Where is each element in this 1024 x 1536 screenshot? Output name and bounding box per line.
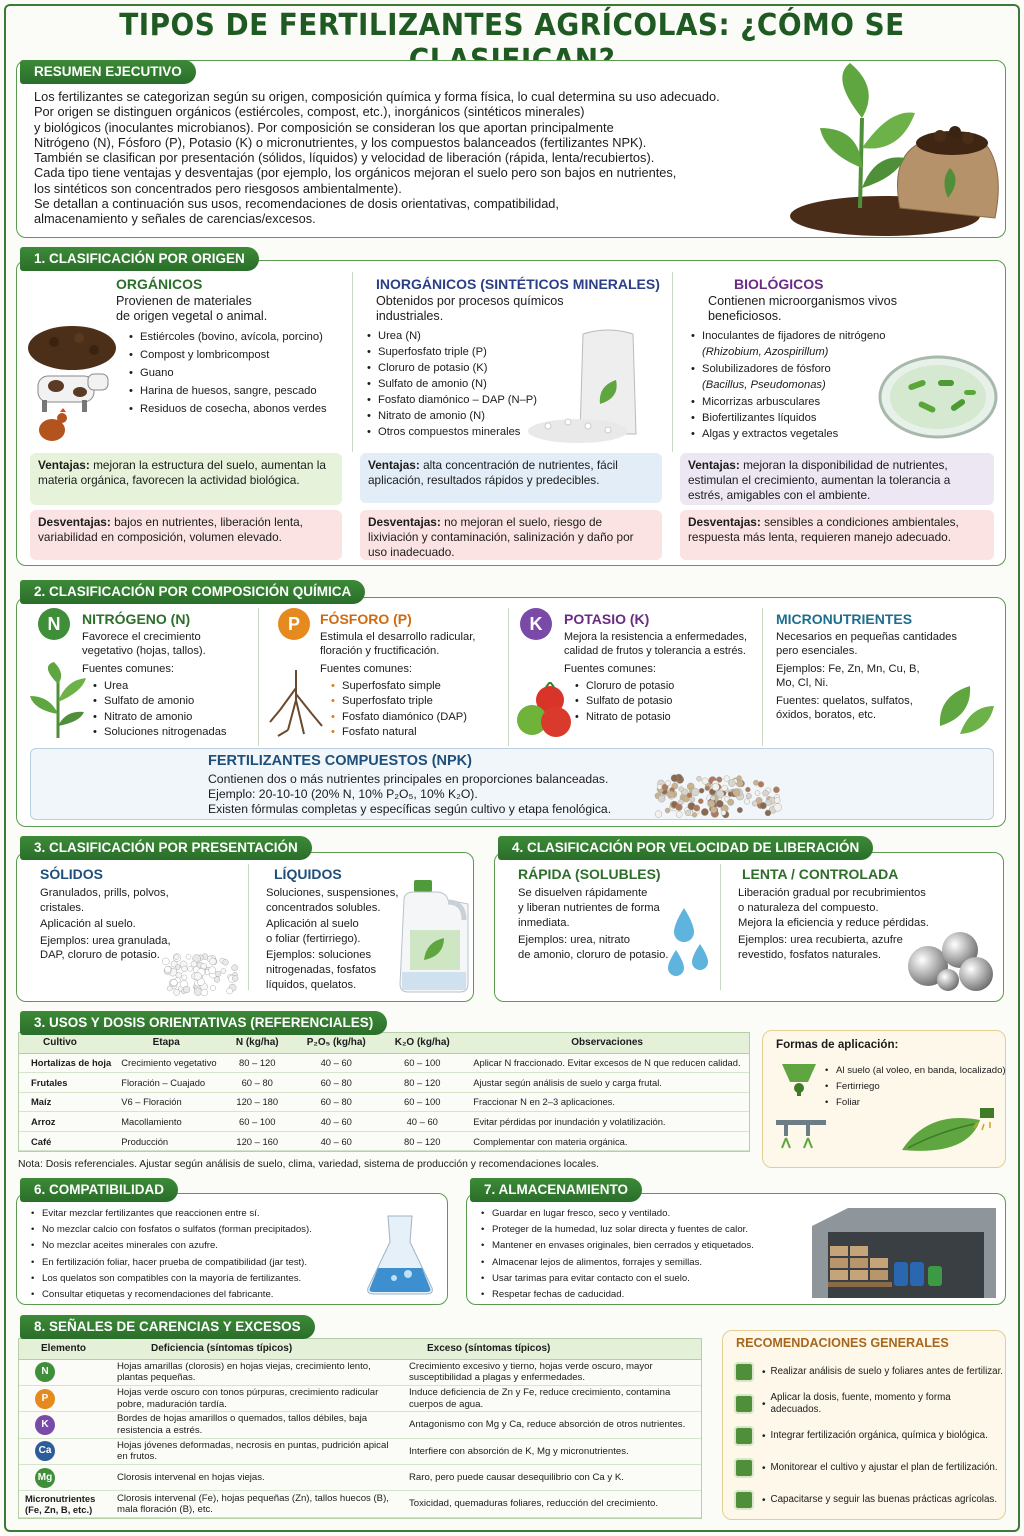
inorganic-title: INORGÁNICOS (SINTÉTICOS MINERALES) <box>376 276 660 292</box>
granule <box>227 988 233 994</box>
recommendation-item <box>734 1484 1004 1516</box>
bullet: • <box>762 1430 766 1442</box>
excess-cell: Crecimiento excesivo y tierno, hojas verde oscuro, mayor susceptibilidad a plagas y enfermedades. <box>403 1359 701 1385</box>
recommendation-item <box>734 1452 1004 1484</box>
bullet: • <box>762 1398 766 1410</box>
micronutrients-text: Necesarios en pequeñas cantidades pero esenciales. Ejemplos: Fe, Zn, Mn, Cu, B, Mo, Cl, Ni. Fuentes: quelatos, sulfatos, óxidos, boratos, etc. <box>776 631 957 721</box>
granule <box>182 966 188 972</box>
nitrogen-desc: Favorece el crecimiento vegetativo (hojas, tallos). Fuentes comunes: <box>82 631 206 675</box>
organic-item: • Harina de huesos, sangre, pescado <box>128 382 327 400</box>
excess-cell: Interfiere con absorción de K, Mg y micronutrientes. <box>403 1438 701 1464</box>
fertilizer-bag-illustration <box>528 326 668 446</box>
element-cell <box>19 1412 111 1438</box>
dose-cell: 40 – 60 <box>379 1112 465 1132</box>
granule <box>737 776 742 781</box>
granule <box>665 780 670 785</box>
granule <box>711 807 717 813</box>
signs-row <box>19 1359 701 1385</box>
granule <box>746 793 752 799</box>
doses-table <box>18 1032 750 1152</box>
granule <box>702 778 708 784</box>
storage-list <box>480 1206 754 1303</box>
nitrogen-badge: N <box>38 608 70 640</box>
col-observaciones: Observaciones <box>465 1033 749 1053</box>
inorganic-list <box>366 328 537 440</box>
inorganic-item: • Fosfato diamónico – DAP (N–P) <box>366 392 537 408</box>
phosphorus-title: FÓSFORO (P) <box>320 611 412 627</box>
plant-icon <box>26 662 90 740</box>
micronutrients-title: MICRONUTRIENTES <box>776 611 913 627</box>
phosphorus-source: • Fosfato natural <box>330 725 467 740</box>
granule <box>733 789 740 796</box>
solid-granules-illustration <box>158 934 244 996</box>
dose-cell: Frutales <box>19 1073 111 1093</box>
organic-cons: Desventajas: bajos en nutrientes, liberación lenta, variabilidad en composición, volumen elevado. <box>30 510 342 560</box>
dose-cell: 40 – 60 <box>293 1053 379 1073</box>
bullet: • <box>762 1462 766 1474</box>
dose-row <box>19 1131 749 1151</box>
recommendation-item <box>734 1356 1004 1388</box>
leaves-icon <box>930 676 996 736</box>
deficiency-cell: Hojas verde oscuro con tonos púrpuras, crecimiento radicular pobre, maduración tardía. <box>111 1385 403 1411</box>
inorganic-pros: Ventajas: alta concentración de nutrientes, fácil aplicación, resultados rápidos y predecibles. <box>360 453 662 503</box>
biological-title: BIOLÓGICOS <box>734 276 824 292</box>
col-etapa: Etapa <box>111 1033 221 1053</box>
presentation-heading: 3. CLASIFICACIÓN POR PRESENTACIÓN <box>20 836 312 860</box>
granule <box>676 811 682 817</box>
element-cell <box>19 1465 111 1491</box>
organic-item: • Compost y lombricompost <box>128 346 327 364</box>
dose-cell: Aplicar N fraccionado. Evitar excesos de N que reducen calidad. <box>465 1053 749 1073</box>
npk-text: Contienen dos o más nutrientes principales en proporciones balanceadas. Ejemplo: 20-10-10 (20% N, 10% P₂O₅, 10% K₂O). Existen fórmulas completas y específicas según cultivo y etapa fenológica. <box>208 772 612 816</box>
dose-row <box>19 1112 749 1132</box>
tomato-fruits-icon <box>516 682 574 738</box>
granule <box>671 775 678 782</box>
storage-item: • Usar tarimas para evitar contacto con el suelo. <box>480 1271 754 1287</box>
signs-row <box>19 1438 701 1464</box>
nitrogen-title: NITRÓGENO (N) <box>82 611 191 627</box>
dose-cell: 40 – 60 <box>293 1112 379 1132</box>
dose-cell: Producción <box>111 1131 221 1151</box>
potassium-badge: K <box>520 608 552 640</box>
summary-text <box>34 89 794 227</box>
application-item: • Fertirriego <box>824 1079 1006 1095</box>
dose-cell: Complementar con materia orgánica. <box>465 1131 749 1151</box>
application-item: • Foliar <box>824 1095 1006 1111</box>
recommendations-title: RECOMENDACIONES GENERALES <box>736 1336 949 1350</box>
recommendation-text: Aplicar la dosis, fuente, momento y forma adecuados. <box>770 1392 951 1415</box>
granule <box>186 954 191 959</box>
signs-table <box>18 1338 702 1519</box>
granule <box>728 780 735 787</box>
storage-item: • Respetar fechas de caducidad. <box>480 1287 754 1303</box>
potassium-desc: Mejora la resistencia a enfermedades, calidad de frutos y tolerancia a estrés. Fuentes comunes: <box>564 631 748 675</box>
granule <box>721 810 726 815</box>
compat-item: • Los quelatos son compatibles con la mayoría de fertilizantes. <box>30 1271 312 1287</box>
compat-item: • Evitar mezclar fertilizantes que reaccionen entre sí. <box>30 1206 312 1222</box>
bullet: • <box>762 1494 766 1506</box>
signs-row <box>19 1491 701 1517</box>
granule <box>665 808 670 813</box>
col-exceso: Exceso (síntomas típicos) <box>403 1339 701 1359</box>
liquid-title: LÍQUIDOS <box>274 866 342 882</box>
granule <box>194 972 202 980</box>
flask-icon <box>360 1212 440 1298</box>
granule <box>755 790 760 795</box>
granule <box>175 965 180 970</box>
granule <box>679 787 684 792</box>
dose-cell: V6 – Floración <box>111 1092 221 1112</box>
nitrogen-source: • Urea <box>92 679 227 694</box>
fast-text: Se disuelven rápidamente y liberan nutrientes de forma inmediata. Ejemplos: urea, nitrato de amonio, cloruro de potasio. <box>518 887 669 961</box>
potassium-title: POTASIO (K) <box>564 611 650 627</box>
granule <box>201 989 208 996</box>
origin-heading: 1. CLASIFICACIÓN POR ORIGEN <box>20 247 259 271</box>
potassium-sources <box>574 679 674 725</box>
col-k: K₂O (kg/ha) <box>379 1033 465 1053</box>
granule <box>215 971 221 977</box>
granule <box>701 808 708 815</box>
liquid-text: Soluciones, suspensiones, concentrados solubles. Aplicación al suelo o foliar (fertirriego). Ejemplos: soluciones nitrogenadas, fosfatos líquidos, quelatos. <box>266 887 399 991</box>
nitrogen-source: • Soluciones nitrogenadas <box>92 725 227 740</box>
npk-granules-illustration <box>652 756 788 818</box>
signs-row <box>19 1465 701 1491</box>
spreader-sprinkler-icon <box>776 1058 826 1158</box>
dose-cell: 80 – 120 <box>379 1073 465 1093</box>
foliar-spray-icon <box>898 1106 1002 1162</box>
storage-item: • Guardar en lugar fresco, seco y ventilado. <box>480 1206 754 1222</box>
plant-icon <box>734 1394 754 1414</box>
nitrogen-sources <box>92 679 227 741</box>
biological-list: • Inoculantes de fijadores de nitrógeno (Rhizobium, Azospirillum) • Solubilizadores de fósforo (Bacillus, Pseudomonas) • Micorrizas arbusculares • Biofertilizantes líquidos • Algas y extractos vegetales <box>690 328 890 443</box>
dose-cell: Macollamiento <box>111 1112 221 1132</box>
granule <box>696 776 701 781</box>
signs-row <box>19 1412 701 1438</box>
doses-note: Nota: Dosis referenciales. Ajustar según análisis de suelo, clima, variedad, sistema de producción y recomendaciones locales. <box>18 1159 600 1170</box>
liquid-jug-illustration <box>396 880 472 994</box>
col-n: N (kg/ha) <box>221 1033 293 1053</box>
petri-dish-illustration <box>878 352 998 442</box>
granule <box>209 958 216 965</box>
dose-cell: Hortalizas de hoja <box>19 1053 111 1073</box>
dose-cell: 80 – 120 <box>221 1053 293 1073</box>
granule <box>692 788 700 796</box>
organic-item: • Guano <box>128 364 327 382</box>
farmer-icon <box>734 1490 754 1510</box>
granule <box>171 979 178 986</box>
element-badge: Ca <box>35 1441 55 1461</box>
application-item: • Al suelo (al voleo, en banda, localizado) <box>824 1063 1006 1079</box>
element-cell <box>19 1491 111 1517</box>
inorganic-cons: Desventajas: no mejoran el suelo, riesgo de lixiviación y contaminación, salinización y daño por uso inadecuado. <box>360 510 662 560</box>
dose-row <box>19 1053 749 1073</box>
granule <box>773 787 779 793</box>
compat-heading: 6. COMPATIBILIDAD <box>20 1178 178 1202</box>
phosphorus-source: • Superfosfato triple <box>330 694 467 709</box>
compat-item: • Consultar etiquetas y recomendaciones del fabricante. <box>30 1287 312 1303</box>
checklist-icon <box>734 1458 754 1478</box>
dose-cell: 80 – 120 <box>379 1131 465 1151</box>
recommendation-item <box>734 1420 1004 1452</box>
granule <box>712 783 719 790</box>
compat-list <box>30 1206 312 1303</box>
organic-desc: Provienen de materiales de origen vegetal o animal. <box>116 294 268 324</box>
composition-heading: 2. CLASIFICACIÓN POR COMPOSICIÓN QUÍMICA <box>20 580 365 604</box>
phosphorus-source: • Superfosfato simple <box>330 679 467 694</box>
inorganic-desc: Obtenidos por procesos químicos industriales. <box>376 294 564 324</box>
granule <box>658 795 665 802</box>
granule <box>692 812 697 817</box>
phosphorus-source: • Fosfato diamónico (DAP) <box>330 710 467 725</box>
granule <box>722 785 728 791</box>
dose-cell: 120 – 160 <box>221 1131 293 1151</box>
element-cell <box>19 1385 111 1411</box>
granule <box>737 807 743 813</box>
water-drops-icon <box>664 906 714 986</box>
granule <box>162 958 169 965</box>
dose-cell: Fraccionar N en 2–3 aplicaciones. <box>465 1092 749 1112</box>
organic-item: • Residuos de cosecha, abonos verdes <box>128 400 327 418</box>
dose-cell: Crecimiento vegetativo <box>111 1053 221 1073</box>
phosphorus-desc: Estimula el desarrollo radicular, floración y fructificación. Fuentes comunes: <box>320 631 476 675</box>
dose-cell: Arroz <box>19 1112 111 1132</box>
granule <box>699 788 704 793</box>
dose-cell: Maíz <box>19 1092 111 1112</box>
granule <box>222 959 228 965</box>
deficiency-cell: Clorosis intervenal (Fe), hojas pequeñas (Zn), tallos huecos (B), mala floración (B), etc. <box>111 1491 403 1517</box>
col-cultivo: Cultivo <box>19 1033 111 1053</box>
dose-row <box>19 1092 749 1112</box>
warehouse-illustration <box>808 1206 1000 1300</box>
granule <box>655 811 662 818</box>
granule <box>210 985 216 991</box>
summary-line: Se detallan a continuación sus usos, recomendaciones de dosis orientativas, compatibilidad, <box>34 196 559 212</box>
npk-title: FERTILIZANTES COMPUESTOS (NPK) <box>208 753 472 769</box>
granule <box>667 791 674 798</box>
biological-cons: Desventajas: sensibles a condiciones ambientales, respuesta más lenta, requieren manejo adecuado. <box>680 510 994 560</box>
deficiency-cell: Bordes de hojas amarillos o quemados, tallos débiles, baja resistencia a estrés. <box>111 1412 403 1438</box>
organic-item: • Estiércoles (bovino, avícola, porcino) <box>128 328 327 346</box>
recommendation-text: Monitorear el cultivo y ajustar el plan de fertilización. <box>770 1462 998 1473</box>
granule <box>765 800 771 806</box>
granule <box>774 804 782 812</box>
dose-cell: Ajustar según análisis de suelo y carga frutal. <box>465 1073 749 1093</box>
dose-cell: 60 – 80 <box>221 1073 293 1093</box>
inorganic-item: • Otros compuestos minerales <box>366 424 537 440</box>
dose-cell: 60 – 100 <box>379 1053 465 1073</box>
element-label: Micronutrientes (Fe, Zn, B, etc.) <box>25 1493 96 1516</box>
granule <box>744 799 750 805</box>
summary-line: Nitrógeno (N), Fósforo (P), Potasio (K) o micronutrientes, y los compuestos balanceados (fertilizantes NPK). <box>34 134 647 150</box>
potassium-source: • Cloruro de potasio <box>574 679 674 694</box>
organic-title: ORGÁNICOS <box>116 276 203 292</box>
granule <box>657 784 662 789</box>
col-deficiencia: Deficiencia (síntomas típicos) <box>111 1339 403 1359</box>
granule <box>221 968 226 973</box>
granule <box>232 975 238 981</box>
summary-heading: RESUMEN EJECUTIVO <box>20 60 196 84</box>
deficiency-cell: Hojas amarillas (clorosis) en hojas viejas, crecimiento lento, plantas pequeñas. <box>111 1359 403 1385</box>
granule <box>728 799 734 805</box>
dose-cell: Floración – Cuajado <box>111 1073 221 1093</box>
element-badge: Mg <box>35 1468 55 1488</box>
element-badge: P <box>35 1389 55 1409</box>
granule <box>763 790 769 796</box>
storage-item: • Almacenar lejos de alimentos, forrajes y semillas. <box>480 1255 754 1271</box>
dose-row <box>19 1073 749 1093</box>
dose-cell: Café <box>19 1131 111 1151</box>
slow-text: Liberación gradual por recubrimientos o naturaleza del compuesto. Mejora la eficiencia y reduce pérdidas. Ejemplos: urea recubierta, azufre revestido, fosfatos naturales. <box>738 887 929 961</box>
granule <box>745 787 750 792</box>
roots-icon <box>266 670 326 738</box>
summary-line: También se clasifican por presentación (sólidos, líquidos) y velocidad de liberación (rápida, lenta/recubiertos). <box>34 150 655 166</box>
inorganic-item: • Superfosfato triple (P) <box>366 344 537 360</box>
granule <box>774 797 780 803</box>
element-cell <box>19 1438 111 1464</box>
granule <box>765 810 771 816</box>
application-title: Formas de aplicación: <box>776 1038 899 1051</box>
compat-item: • No mezclar calcio con fosfatos o sulfatos (forman precipitados). <box>30 1222 312 1238</box>
granule <box>724 776 730 782</box>
recommendation-text: Realizar análisis de suelo y foliares antes de fertilizar. <box>770 1366 1004 1377</box>
slow-title: LENTA / CONTROLADA <box>742 866 899 882</box>
dose-cell: 40 – 60 <box>293 1131 379 1151</box>
granule <box>232 965 238 971</box>
granule <box>191 961 197 967</box>
dose-cell: 60 – 80 <box>293 1092 379 1112</box>
inorganic-item: • Cloruro de potasio (K) <box>366 360 537 376</box>
storage-item: • Proteger de la humedad, luz solar directa y fuentes de calor. <box>480 1222 754 1238</box>
coated-granules-icon <box>902 926 1002 992</box>
inorganic-item: • Urea (N) <box>366 328 537 344</box>
plant-sack-illustration <box>790 58 1000 236</box>
excess-cell: Raro, pero puede causar desequilibrio con Ca y K. <box>403 1465 701 1491</box>
clipboard-icon <box>734 1362 754 1382</box>
phosphorus-sources <box>330 679 467 741</box>
dose-cell: 120 – 180 <box>221 1092 293 1112</box>
granule <box>685 810 691 816</box>
granule <box>165 966 171 972</box>
application-list <box>824 1063 1006 1111</box>
deficiency-cell: Hojas jóvenes deformadas, necrosis en puntas, pudrición apical en frutos. <box>111 1438 403 1464</box>
granule <box>694 805 700 811</box>
element-cell <box>19 1359 111 1385</box>
granule <box>174 955 179 960</box>
dose-cell: Evitar pérdidas por inundación y volatilización. <box>465 1112 749 1132</box>
organic-list <box>128 328 327 418</box>
signs-heading: 8. SEÑALES DE CARENCIAS Y EXCESOS <box>20 1315 315 1339</box>
storage-item: • Mantener en envases originales, bien cerrados y etiquetados. <box>480 1238 754 1254</box>
summary-line: Cada tipo tiene ventajas y desventajas (por ejemplo, los orgánicos mejoran el suelo pero son bajos en nutrientes, <box>34 165 677 181</box>
inorganic-item: • Nitrato de amonio (N) <box>366 408 537 424</box>
granule <box>201 963 207 969</box>
excess-cell: Induce deficiencia de Zn y Fe, reduce crecimiento, contamina cuerpos de agua. <box>403 1385 701 1411</box>
manure-animals-illustration <box>24 318 120 450</box>
page-title: TIPOS DE FERTILIZANTES AGRÍCOLAS: ¿CÓMO SE <box>119 8 905 43</box>
granule <box>167 986 172 991</box>
element-badge: N <box>35 1362 55 1382</box>
summary-line: los sintéticos son concentrados pero riesgosos ambientalmente). <box>34 180 402 196</box>
granule <box>194 988 202 996</box>
dose-cell: 60 – 100 <box>379 1092 465 1112</box>
granule <box>182 975 187 980</box>
recycle-icon <box>734 1426 754 1446</box>
summary-line: almacenamiento y señales de carencias/excesos. <box>34 211 316 227</box>
dose-cell: 60 – 100 <box>221 1112 293 1132</box>
granule <box>687 793 692 798</box>
nitrogen-source: • Sulfato de amonio <box>92 694 227 709</box>
excess-cell: Antagonismo con Mg y Ca, reduce absorción de otros nutrientes. <box>403 1412 701 1438</box>
summary-line: y biológicos (inoculantes microbianos). Por composición se consideran los que aportan principalmente <box>34 119 614 135</box>
potassium-source: • Sulfato de potasio <box>574 694 674 709</box>
granule <box>209 967 216 974</box>
compat-item: • No mezclar aceites minerales con azufre. <box>30 1238 312 1254</box>
element-badge: K <box>35 1415 55 1435</box>
granule <box>708 800 715 807</box>
doses-heading: 3. USOS Y DOSIS ORIENTATIVAS (REFERENCIALES) <box>20 1011 387 1035</box>
granule <box>183 986 190 993</box>
potassium-source: • Nitrato de potasio <box>574 710 674 725</box>
biological-pros: Ventajas: mejoran la disponibilidad de nutrientes, estimulan el crecimiento, aumentan la tolerancia a estrés, amigables con el ambiente. <box>680 453 994 505</box>
recommendations-list <box>734 1356 1004 1516</box>
solid-text: Granulados, prills, polvos, cristales. Aplicación al suelo. Ejemplos: urea granulada, DAP, cloruro de potasio. <box>40 887 171 962</box>
solid-title: SÓLIDOS <box>40 866 104 882</box>
summary-line: Los fertilizantes se categorizan según su origen, composición química y forma física, lo cual determina su uso adecuado. <box>34 89 720 104</box>
col-p: P₂O₅ (kg/ha) <box>293 1033 379 1053</box>
granule <box>187 966 192 971</box>
deficiency-cell: Clorosis intervenal en hojas viejas. <box>111 1465 403 1491</box>
nitrogen-source: • Nitrato de amonio <box>92 710 227 725</box>
excess-cell: Toxicidad, quemaduras foliares, reducción del crecimiento. <box>403 1491 701 1517</box>
bullet: • <box>762 1366 766 1378</box>
recommendation-text: Capacitarse y seguir las buenas prácticas agrícolas. <box>770 1494 998 1505</box>
recommendation-item <box>734 1388 1004 1420</box>
biological-desc: Contienen microorganismos vivos beneficiosos. <box>708 294 897 324</box>
granule <box>758 781 764 787</box>
granule <box>676 804 683 811</box>
compat-item: • En fertilización foliar, hacer prueba de compatibilidad (jar test). <box>30 1255 312 1271</box>
phosphorus-badge: P <box>278 608 310 640</box>
granule <box>705 786 710 791</box>
granule <box>711 796 716 801</box>
signs-row <box>19 1385 701 1411</box>
dose-cell: 60 – 80 <box>293 1073 379 1093</box>
granule <box>698 799 703 804</box>
inorganic-item: • Sulfato de amonio (N) <box>366 376 537 392</box>
fast-title: RÁPIDA (SOLUBLES) <box>518 866 661 882</box>
col-elemento: Elemento <box>19 1339 111 1359</box>
organic-pros: Ventajas: mejoran la estructura del suelo, aumentan la materia orgánica, favorecen la actividad biológica. <box>30 453 342 505</box>
granule <box>752 801 757 806</box>
storage-heading: 7. ALMACENAMIENTO <box>470 1178 642 1202</box>
release-heading: 4. CLASIFICACIÓN POR VELOCIDAD DE LIBERACIÓN <box>498 836 873 860</box>
recommendation-text: Integrar fertilización orgánica, química y biológica. <box>770 1430 988 1441</box>
summary-line: Por origen se distinguen orgánicos (estiércoles, compost, etc.), inorgánicos (sintéticos minerales) <box>34 104 585 120</box>
